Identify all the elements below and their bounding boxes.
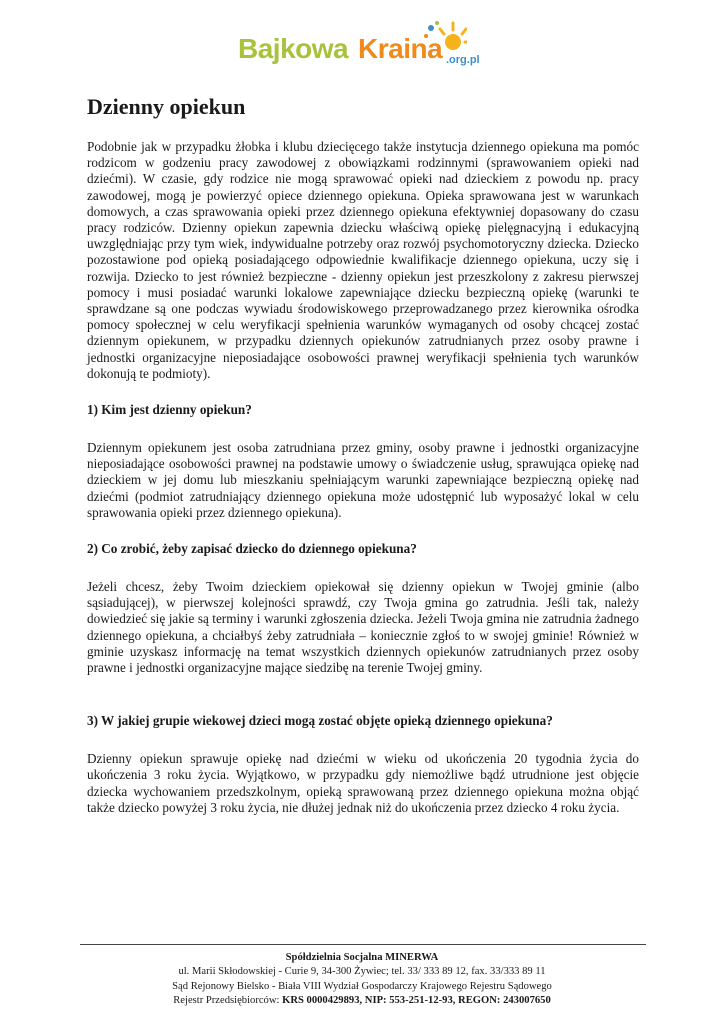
footer-divider xyxy=(80,944,646,945)
logo-word-secondary: Kraina xyxy=(358,33,443,64)
section-paragraph: Dziennym opiekunem jest osoba zatrudniana przez gminy, osoby prawne i jednostki organizacyjne nieposiadające osobowości prawnej na podstawie umowy o świadczenie usług, sprawująca opiekę nad dzieckiem w jej domu lub mieszkaniu spełniającym warunki zapewniające bezpieczną opiekę nad dziećmi (podmiot zatrudniający dziennego opiekuna może udostępnić lub wyposażyć lokal w celu sprawowania opieki przez dziennego opiekuna). xyxy=(87,440,639,520)
section-heading: 2) Co zrobić, żeby zapisać dziecko do dziennego opiekuna? xyxy=(87,541,417,557)
section-paragraph: Dzienny opiekun sprawuje opiekę nad dziećmi w wieku od ukończenia 20 tygodnia życia do ukończenia 3 roku życia. Wyjątkowo, w przypadku gdy niemożliwe bądź utrudnione jest objęcie dziecka wychowaniem przedszkolnym, opieką sprawowaną przez dziennego opiekuna można objąć także dziecko powyżej 3 roku życia, nie dłużej jednak niż do ukończenia przez dziecko 4 roku życia. xyxy=(87,751,639,815)
footer-address: ul. Marii Skłodowskiej - Curie 9, 34-300 Żywiec; tel. 33/ 333 89 12, fax. 33/333 89 11 xyxy=(178,966,546,978)
section-paragraph: Jeżeli chcesz, żeby Twoim dzieckiem opiekował się dzienny opiekun w Twojej gminie (albo sąsiadującej), w pierwszej kolejności sprawdź, czy Twoja gmina go zatrudnia. Jeśli tak, należy dowiedzieć się jakie są terminy i warunki zgłoszenia dziecka. Jeżeli Twoja gmina nie zatrudnia żadnego dziennego opiekuna, a chciałbyś żeby zatrudniała – koniecznie zgłoś to w swojej gminie! Również w gminie uzyskasz informację na temat wszystkich dziennych opiekunów zatrudnianych przez osoby prawne i jednostki organizacyjne mające siedzibę na terenie Twojej gminy. xyxy=(87,579,639,676)
intro-paragraph: Podobnie jak w przypadku żłobka i klubu dziecięcego także instytucja dziennego opiekuna ma pomóc rodzicom w godzeniu pracy zawodowej z obowiązkami rodzinnymi (sprawowaniem opieki nad dziećmi). W czasie, gdy rodzice nie mogą sprawować opieki nad dzieckiem z powodu np. pracy zawodowej, mogą je powierzyć opiece dziennego opiekuna. Opieka sprawowana jest w warunkach domowych, a czas sprawowania opieki przez dziennego opiekuna efektywniej dopasowany do czasu pracy rodziców. Dzienny opiekun zapewnia dziecku właściwą opiekę pielęgnacyjną i edukacyjną uwzględniając przy tym wiek, indywidualne potrzeby oraz rozwój psychomotoryczny dziecka. Dziecko pozostawione pod opieką posiadającego odpowiednie kwalifikacje dziennego opiekuna, uczy się i rozwija. Dziecko to jest również bezpieczne - dzienny opiekun jest przeszkolony z zakresu pierwszej pomocy i musi posiadać warunki lokalowe zapewniające dziecku bezpieczną opiekę (warunki te sprawdzane są one podczas wywiadu środowiskowego przeprowadzanego przez kierownika ośrodka pomocy społecznej w celu weryfikacji spełnienia warunków wymaganych od osoby chcącej zostać dziennym opiekunem, w przypadku dziennych opiekunów zatrudnianych przez osoby prawne i jednostki organizacyjne nieposiadające osobowości prawnej weryfikacji spełnienia tych warunków dokonują te podmioty). xyxy=(87,139,639,381)
footer-registry-label: Rejestr Przedsiębiorców: xyxy=(173,995,280,1007)
logo xyxy=(238,20,488,70)
footer-company-name: Spółdzielnia Socjalna MINERWA xyxy=(285,952,439,963)
document-body xyxy=(87,92,639,816)
logo-word-primary: Bajkowa xyxy=(238,33,349,64)
logo-domain-suffix: .org.pl xyxy=(446,54,480,66)
page-title: Dzienny opiekun xyxy=(87,94,246,119)
section-heading: 1) Kim jest dzienny opiekun? xyxy=(87,402,252,418)
footer xyxy=(60,951,664,1009)
footer-registry-numbers: KRS 0000429893, NIP: 553-251-12-93, REGON: 243007650 xyxy=(282,995,551,1007)
section-heading: 3) W jakiej grupie wiekowej dzieci mogą zostać objęte opieką dziennego opiekuna? xyxy=(87,713,553,729)
footer-court: Sąd Rejonowy Bielsko - Biała VIII Wydział Gospodarczy Krajowego Rejestru Sądowego xyxy=(172,980,552,992)
